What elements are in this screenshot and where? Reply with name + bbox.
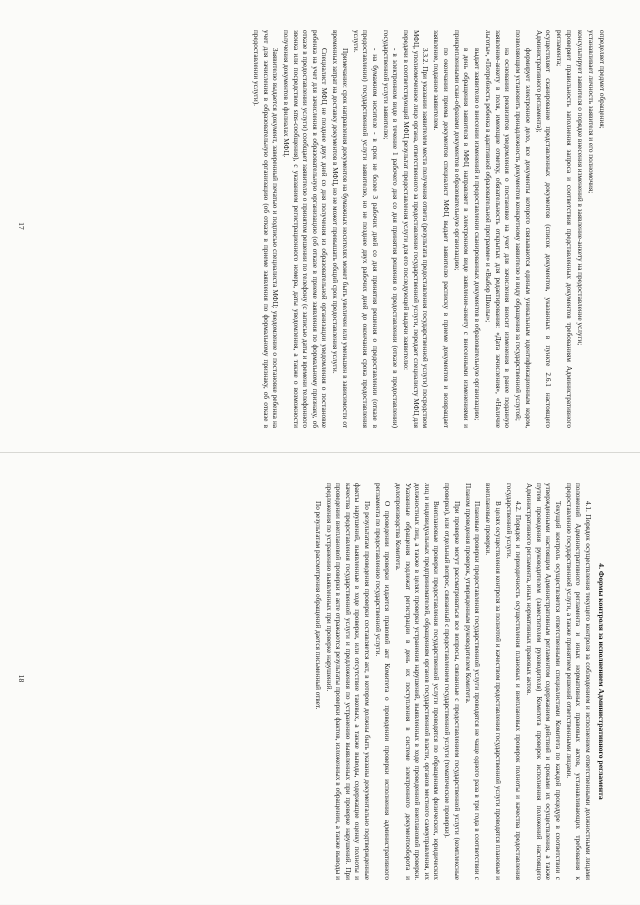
paragraph: проверяет правильность заполнения запроса и соответствия представленных документов требованиям Административного регламента; [555, 30, 573, 428]
paragraph: О проведении проверки издается правовой акт Комитета о проведении проверки исполнения административного регламента по предоставлению государственной услуги. [373, 483, 392, 880]
paragraph: устанавливает личность заявителя и его полномочия; [587, 30, 595, 194]
paragraph: Текущий контроль осуществляется ответственными специалистами Комитета по каждой процедуре в соответствии с утвержденными настоящим Административным регламентом содержанием действий и сроками их осуществления, а также путем проведения руководителем (заместителем руководителя) Комитета проверок исполнения положений настоящего Административного регламента, иных нормативных правовых актов. [525, 483, 562, 880]
page-18 [0, 452, 640, 904]
page-number: 17 [16, 222, 26, 230]
note-paragraph: Примечание: срок направления документов на бумажных носителях может быть увеличен или уменьшен в зависимости от временных затрат на доставку документов в МФЦ, но не может превышать общий срок предоставления услуги. [331, 30, 349, 428]
paragraph: По результатам рассмотрения обращений дается письменный ответ. [313, 501, 322, 710]
list-item: - в электронном виде в течение 1 рабочего дня со дня принятия решения о предоставлении (отказе в предоставлении) государственной услуги заявителю; [382, 30, 400, 428]
paragraph: выдает заявителю о внесении изменений и предоставлении сканированных документов в образовательную организацию; [473, 48, 482, 421]
paragraph: Плановые проверки предоставления государственной услуги проводятся не чаще одного раза в три года в соответствии с Планом проведения проверок, утвержденным руководителем Комитета. [463, 483, 482, 880]
section-heading: 4. Формы контроля за исполнением Административного регламента [597, 563, 606, 800]
paragraph: осуществляет сканирование представленных документов (список документов, указанных в пункте 2.6.1 настоящего Административного регламента); [535, 30, 553, 428]
paragraph: на основании реквизитов уведомления о постановке на учет для зачисления вносит изменения в ранее поданную заявление-анкету в поля, имеющие отметку, обязательность открытых для редактирования: «Дата зачисления», «Наличие льготы», «Потребность ребенка в адаптивной образовательной программе» и «Выбор Школы»; [484, 30, 512, 428]
paragraph: Заявителю выдается документ, заверенный печатью и подписью специалиста МФЦ: уведомление о постановке ребенка на учет для зачисления в образовательную организацию (об отказе в приеме заявления по формальному признаку, об отказе в предоставлении услуги). [252, 30, 280, 428]
paragraph: консультирует заявителя о порядке внесения изменений в заявление-анкету на предоставление услуги; [576, 30, 584, 346]
paragraph: Специалист МФЦ не позднее двух дней со дня получения из образовательной организации уведомления о постановке ребенка на учет для зачисления в образовательную организацию (об отказе в приеме заявления по формальному признаку, об отказе в предоставлении услуги) сообщает заявителю о принятом решении по телефону (с записью даты и времени телефонного звонка или посредством sms-сообщения), с указанием регистрационного номера, даты уведомления, а также о возможности получения документов в филиалах МФЦ. [282, 30, 329, 428]
paragraph: определяет предмет обращения; [598, 30, 606, 129]
paragraph: При проверке могут рассматриваться все вопросы, связанные с предоставлением государственной услуги (комплексные проверки), или отдельный вопрос, связанный с предоставлением государственной услуги (тематические проверки). [443, 483, 461, 880]
paragraph: 4.1. Порядок осуществления текущего контроля за соблюдением и исполнением ответственными должностными лицами положений Административного регламента и иных нормативных правовых актов, устанавливающих требования к предоставлению государственной услуги, а также принятием решений ответственными лицами. [564, 483, 592, 880]
paragraph: в день обращения заявителя в МФЦ направляет в электронном виде заявление-анкету с внесенными изменениями и прикрепленными скан-образами документов в образовательную организацию; [453, 30, 471, 428]
page-17 [0, 0, 640, 452]
list-item: - на бумажном носителе - в срок не более 3 рабочих дней со дня принятия решения о предоставлении (отказе в предоставлении) государственной услуги заявителю, но не позднее двух рабочих дней до окончания срока предоставления услуги. [352, 30, 379, 428]
paragraph: Внеплановые проверки предоставления государственной услуги проводятся по обращениям физических, юридических лиц и индивидуальных предпринимателей, обращениям органов государственной власти, органов местного самоуправления, их должностных лиц, а также в целях проверки устранения нарушений, выявленных в ходе проведенной внеплановой проверки. Указанные обращения подлежат регистрации в день их поступления в системе электронного документооборота и делопроизводства Комитета. [394, 483, 441, 880]
paragraph: формирует электронное дело, все документы которого связываются единым уникальным идентификационным кодом, позволяющим установить принадлежность документов конкретному заявителю и виду обращения за государственной услугой; [514, 30, 532, 428]
paragraph: 4.2. Порядок и периодичность осуществления плановых и внеплановых проверок полноты и качества предоставления государственной услуги. [504, 483, 523, 880]
paragraph: по окончании приема документов специалист МФЦ выдает заявителю расписку в приеме документов и возвращает заявление, поданное заявителем. [432, 30, 450, 428]
paragraph: В целях осуществления контроля за полнотой и качеством предоставления государственной услуги проводятся плановые и внеплановые проверки. [484, 483, 502, 880]
paragraph: По результатам проведения проверки составляется акт, в котором должны быть указаны документально подтвержденные факты нарушений, выявленные в ходе проверки, или отсутствие таковых, а также выводы, содержащие оценку полноты и качества предоставления государственной услуги и предложения по устранению выявленных при проверке нарушений. При проведении внеплановой проверки в акте отражаются результаты проверки фактов, изложенных в обращении, а также выводы и предложения по устранению выявленных при проверке нарушений. [324, 483, 371, 880]
paragraph: 3.3.2. При указании заявителем места получения ответа (результата предоставления государственной услуги) посредством МФЦ, уполномоченное лицо органа, ответственного за предоставление государственной услуги, передает специалисту МФЦ для передачи в соответствующий МФЦ результат предоставления услуги для его последующей выдачи заявителю: [402, 30, 430, 428]
page-number: 18 [16, 674, 26, 683]
